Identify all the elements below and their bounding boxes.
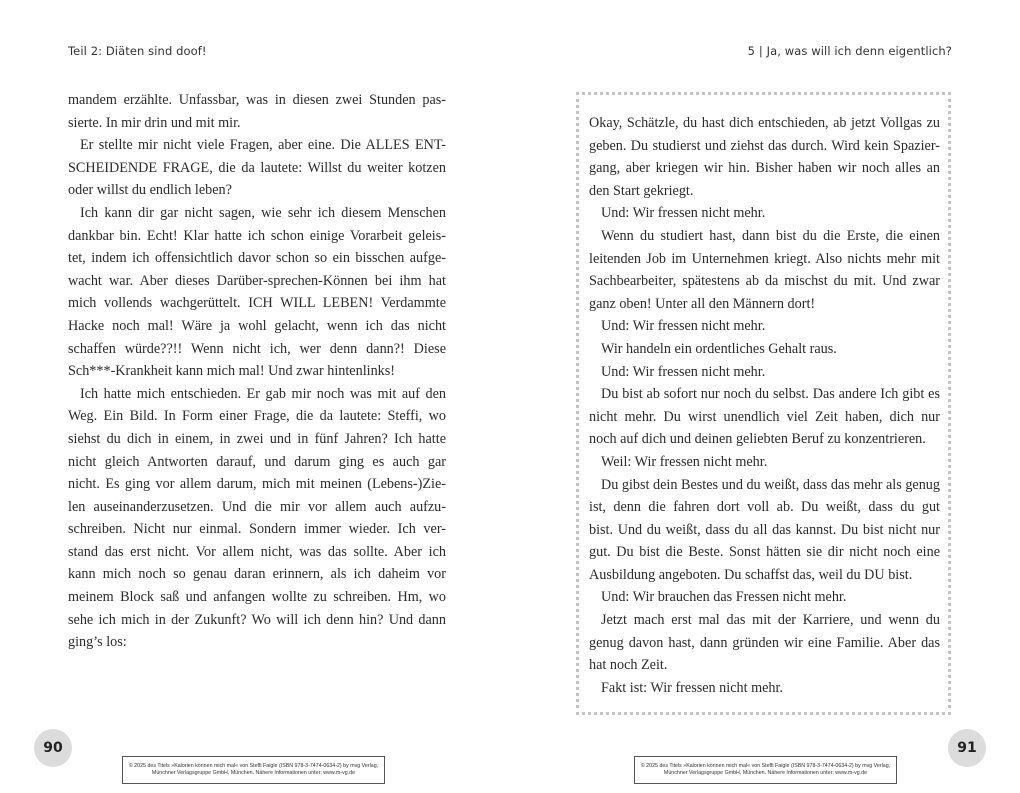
text-line: wacht war. Aber dieses Darüber-sprechen-Können bei ihm hat: [68, 272, 446, 289]
right-page-body: [589, 112, 940, 699]
text-line: Sachbearbeiter, spätestens ab da mischst du mit. Und zwar: [589, 273, 940, 290]
text-line: noch auf dich und deinen geliebten Beruf zu konzentrieren.: [589, 431, 926, 448]
text-line: Ich hatte mich entschieden. Er gab mir noch was mit auf den: [80, 385, 446, 402]
text-line: Jetzt mach erst mal das mit der Karriere, und wenn du: [601, 612, 940, 629]
left-page-body: [68, 89, 446, 654]
text-line: Fakt ist: Wir fressen nicht mehr.: [601, 679, 783, 696]
text-line: nicht mehr. Du wirst unendlich viel Zeit haben, dich nur: [589, 408, 940, 425]
text-line: stand das erst nicht. Vor allem nicht, was das sollte. Aber ich: [68, 543, 446, 560]
text-line: Sch***-Krankheit kann mich mal! Und zwar hintenlinks!: [68, 363, 396, 380]
text-line: gang, aber kriegen wir hin. Bisher haben wir noch alles an: [589, 160, 940, 177]
copyright-notice-left: [122, 756, 385, 784]
text-line: Hacke noch mal! Wäre ja wohl gelacht, wenn ich das nicht: [68, 317, 446, 334]
text-line: sierte. In mir drin und mit mir.: [68, 114, 241, 131]
text-line: tet, indem ich offensichtlich davor schon so ein bisschen aufge-: [68, 250, 446, 267]
text-line: ganz oben! Unter all den Männern dort!: [589, 295, 816, 312]
text-line: Wir handeln ein ordentliches Gehalt raus.: [601, 340, 837, 357]
text-line: genug davon hast, dann gründen wir eine Familie. Aber das: [589, 634, 940, 651]
text-line: Und: Wir brauchen das Fressen nicht mehr.: [601, 589, 847, 606]
text-line: Du bist ab sofort nur noch du selbst. Das andere Ich gibt es: [601, 386, 940, 403]
text-line: ist, denn die fahren dort voll ab. Du weißt, dass du gut: [589, 499, 940, 516]
text-line: Weil: Wir fressen nicht mehr.: [601, 453, 768, 470]
text-line: mich vollends wachgerüttelt. ICH WILL LEBEN! Verdammte: [68, 295, 446, 312]
text-line: hat noch Zeit.: [589, 657, 668, 674]
text-line: Ausbildung angeboten. Du schaffst das, weil du DU bist.: [589, 566, 913, 583]
text-line: Und: Wir fressen nicht mehr.: [601, 205, 766, 222]
text-line: oder willst du endlich leben?: [68, 182, 232, 199]
text-line: bist. Und du weißt, dass du all das kannst. Du bist nicht nur: [589, 521, 940, 538]
copyright-line: Münchner Verlagsgruppe GmbH, München. Nähere Informationen unter: www.m-vg.de: [151, 770, 356, 776]
text-line: Ich kann dir gar nicht sagen, wie sehr ich diesem Menschen: [80, 204, 446, 221]
text-line: Weg. Ein Bild. In Form einer Frage, die da lautete: Steffi, wo: [68, 408, 446, 425]
text-line: sehe ich mich in der Zukunft? Wo will ich denn hin? Und dann: [68, 611, 446, 628]
text-line: nicht. Es ging vor allem darum, mich mit meinen (Lebens-)Zie-: [68, 476, 446, 493]
text-line: leitenden Job im Unternehmen kriegt. Also nichts mehr mit: [589, 250, 940, 267]
text-line: SCHEIDENDE FRAGE, die da lautete: Willst du weiter kotzen: [68, 159, 446, 176]
text-line: siehst du dich in einem, in zwei und in fünf Jahren? Ich hatte: [68, 430, 446, 447]
running-header-right: 5 | Ja, was will ich denn eigentlich?: [747, 44, 952, 58]
text-line: Okay, Schätzle, du hast dich entschieden, ab jetzt Vollgas zu: [589, 115, 940, 131]
text-line: meinem Block saß und anfangen wollte zu schreiben. Hm, wo: [68, 589, 446, 606]
text-line: mandem erzählte. Unfassbar, was in diesen zwei Stunden pas-: [68, 92, 446, 108]
copyright-line: © 2025 des Titels »Kalorien können mich mal« von Steffi Faigle (ISBN 978-3-7474-0634-2) by mvg Verlag,: [128, 762, 379, 769]
page-number-left: 90: [34, 729, 72, 767]
text-line: den Start gekriegt.: [589, 182, 694, 199]
text-line: schaffen würde??!! Wenn nicht ich, wer denn dann?! Diese: [68, 340, 446, 357]
text-line: geben. Du studierst und ziehst das durch. Wird kein Spazier-: [589, 137, 940, 154]
copyright-notice-right: [634, 756, 897, 784]
text-line: Wenn du studiert hast, dann bist du die Erste, die einen: [601, 227, 940, 244]
text-line: kann mich noch so genau daran erinnern, als ich daheim vor: [68, 566, 446, 583]
copyright-line: Münchner Verlagsgruppe GmbH, München. Nähere Informationen unter: www.m-vg.de: [663, 770, 868, 776]
text-line: nicht gleich Antworten darauf, und darum ging es auch gar: [68, 453, 446, 470]
text-line: Und: Wir fressen nicht mehr.: [601, 318, 766, 335]
text-line: Und: Wir fressen nicht mehr.: [601, 363, 766, 380]
page-number-right: 91: [948, 729, 986, 767]
text-line: len auseinanderzusetzen. Und die mir vor allem auch aufzu-: [68, 498, 446, 515]
running-header-left: Teil 2: Diäten sind doof!: [68, 44, 207, 58]
text-line: Er stellte mir nicht viele Fragen, aber eine. Die ALLES ENT-: [80, 137, 446, 154]
text-line: ging’s los:: [68, 634, 127, 651]
text-line: Du gibst dein Bestes und du weißt, dass das mehr als genug: [601, 476, 940, 493]
text-line: schreiben. Nicht nur einmal. Sondern immer wieder. Ich ver-: [68, 521, 446, 538]
text-line: dankbar bin. Echt! Klar hatte ich schon einige Vorarbeit geleis-: [68, 227, 446, 244]
copyright-line: © 2025 des Titels »Kalorien können mich mal« von Steffi Faigle (ISBN 978-3-7474-0634-2) by mvg Verlag,: [640, 762, 891, 769]
text-line: gut. Du bist die Beste. Sonst hätten sie dir nicht noch eine: [589, 544, 940, 561]
